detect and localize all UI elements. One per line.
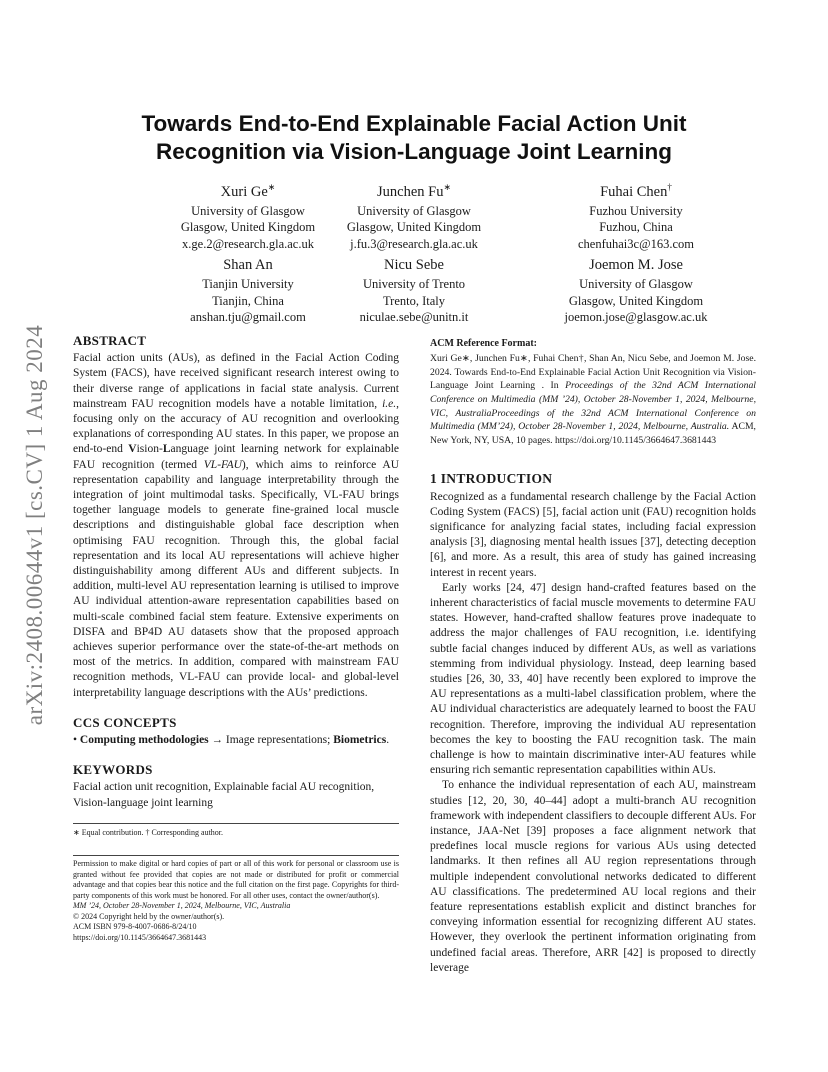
intro-heading: 1 INTRODUCTION: [430, 471, 553, 487]
arxiv-id: arXiv:2408.00644v1 [cs.CV] 1 Aug 2024: [22, 324, 47, 726]
paper-title: [100, 110, 728, 166]
author-block: [531, 178, 741, 252]
author-location: Tianjin, China: [212, 293, 284, 308]
author-affiliation: University of Glasgow: [357, 203, 471, 218]
author-email: x.ge.2@research.gla.ac.uk: [182, 236, 314, 251]
author-email: chenfuhai3c@163.com: [578, 236, 694, 251]
author-mark: †: [667, 182, 672, 192]
author-email: joemon.jose@glasgow.ac.uk: [564, 310, 708, 324]
author-location: Fuzhou, China: [599, 220, 673, 235]
right-column: [430, 336, 756, 976]
author-name: Joemon M. Jose: [589, 257, 683, 273]
author-affiliation: Fuzhou University: [589, 203, 683, 218]
author-location: Trento, Italy: [382, 293, 446, 308]
author-block: [531, 256, 741, 326]
author-email: anshan.tju@gmail.com: [190, 310, 306, 324]
author-mark: ∗: [267, 182, 276, 192]
permission-text: Permission to make digital or hard copies of part or all of this work for personal or classroom use is granted without fee provided that copies are not made or distributed for profit or commercial advantage and that copies bear this notice and the full citation on the first page. Copyrights for third-party components of this work must be honored. For all other uses, contact the owner/author(s).: [73, 859, 399, 900]
author-email: niculae.sebe@unitn.it: [359, 310, 469, 324]
intro-paragraph-2: Early works [24, 47] design hand-crafted features based on the inherent characteristics of facial muscle movements to determine FAU states. However, hand-crafted shallow features prove inadequate to address the major challenges of FAU recognition, i.e. identifying subtle facial changes induced by different AUs, as well as variations stemming from individual physiology. Instead, deep learning based studies [26, 30, 33, 40] have recently been explored to improve the AU representations as a multi-label classification problem, where the AU individual characteristics are adequately learned to boost the FAU recognition. Therefore, improving the individual AU representation becomes the key to boosting the FAU recognition task. The main challenge is how to maintain discriminative inter-AU features while ensuring rich semantic representation capabilities within AUs.: [430, 581, 756, 777]
ccs-text: • Computing methodologies → Image representations; Biometrics.: [73, 734, 390, 747]
author-block: [309, 256, 519, 326]
permission-venue: MM ’24, October 28-November 1, 2024, Melbourne, VIC, Australia: [73, 901, 291, 910]
ccs-heading: CCS CONCEPTS: [73, 714, 177, 730]
footnote-rule: [73, 823, 399, 824]
author-location: Glasgow, United Kingdom: [346, 220, 482, 235]
author-affiliation: Tianjin University: [202, 277, 294, 291]
author-name: Nicu Sebe: [384, 257, 444, 273]
intro-paragraph-1: Recognized as a fundamental research challenge by the Facial Action Coding System (FACS) [5], facial action unit (FAU) recognition holds significance for analyzing facial states, including facial expression analysis [3], diagnosing mental health issues [37], detecting deception [6], and more. As a result, this area of study has gained increasing interest in recent years.: [430, 490, 756, 579]
arxiv-stamp: [20, 290, 50, 760]
acm-ref-heading: ACM Reference Format:: [430, 338, 537, 349]
permission-doi: https://doi.org/10.1145/3664647.3681443: [73, 932, 207, 942]
abstract-text: Facial action units (AUs), as defined in the Facial Action Coding System (FACS), have received significant research interest owing to their diverse range of applications in facial state analysis. Current mainstream FAU recognition models have a notable limitation, i.e., focusing only on the accuracy of AU recognition and overlooking explanations of corresponding AU states. In this paper, we propose an end-to-end Vision-Language joint learning network for explainable FAU recognition (termed VL-FAU), which aims to reinforce AU representation capability and language interpretability through the integration of joint multimodal tasks. Specifically, VL-FAU brings together language models to generate fine-grained local muscle descriptions and distinguishable global face description when optimising FAU recognition. Through this, the global facial representation and its local AU representations will achieve higher distinguishability among different AUs and different subjects. In addition, multi-level AU representation learning is utilised to improve AU individual attention-aware representation capabilities based on multi-scale combined facial stem feature. Extensive experiments on DISFA and BP4D AU datasets show that the proposed approach achieves superior performance over the state-of-the-art methods on most of the metrics. In addition, compared with mainstream FAU recognition methods, VL-FAU can provide local- and global-level interpretability language descriptions with the AUs’ predictions.: [73, 352, 400, 699]
author-name: Junchen Fu: [376, 183, 444, 200]
author-block: [309, 178, 519, 252]
left-column: [73, 333, 399, 811]
intro-paragraph-3: To enhance the individual representation of each AU, mainstream studies [12, 20, 30, 40–44] adopt a multi-branch AU recognition framework with independent classifiers to decouple different AUs. For instance, JAA-Net [39] proposes a face alignment network that predefines local muscle regions for various AUs using detected landmarks. It then refines all AU region representations through multiple independent convolutional networks dedicated to different AU classifications. The predetermined AU local regions and their feature representations establish explicit and distinct branches for conveying information essential for recognizing different AU states. However, they overlook the pertinent information originating from undefined facial areas. Therefore, ARR [42] is proposed to directly leverage: [430, 779, 756, 974]
permission-rule: [73, 855, 399, 856]
author-affiliation: University of Trento: [362, 277, 466, 291]
title-line-2: Recognition via Vision-Language Joint Learning: [156, 139, 672, 164]
keywords-heading: KEYWORDS: [73, 762, 153, 778]
author-affiliation: University of Glasgow: [191, 203, 305, 218]
author-name: Fuhai Chen: [600, 183, 668, 200]
author-name: Xuri Ge: [220, 183, 268, 200]
author-affiliation: University of Glasgow: [579, 277, 693, 291]
author-email: j.fu.3@research.gla.ac.uk: [350, 236, 478, 251]
author-name: Shan An: [223, 257, 273, 273]
permission-copyright: © 2024 Copyright held by the owner/author(s).: [73, 911, 225, 921]
author-mark: ∗: [443, 182, 451, 192]
permission-isbn: ACM ISBN 979-8-4007-0686-8/24/10: [73, 922, 197, 931]
author-location: Glasgow, United Kingdom: [568, 293, 704, 308]
acm-ref-text: Xuri Ge∗, Junchen Fu∗, Fuhai Chen†, Shan An, Nicu Sebe, and Joemon M. Jose. 2024. Towards End-to-End Explainable Facial Action Unit Recognition via Vision-Language Joint Learning . In Proceedings of the 32nd ACM International Conference on Multimedia (MM ’24), October 28-November 1, 2024, Melbourne, VIC, AustraliaProceedings of the 32nd ACM International Conference on Multimedia (MM’24), October 28-November 1, 2024, Melbourne, Australia. ACM, New York, NY, USA, 10 pages. https://doi.org/10.1145/3664647.3681443: [430, 353, 756, 446]
abstract-heading: ABSTRACT: [73, 333, 147, 348]
author-location: Glasgow, United Kingdom: [180, 220, 316, 235]
permission-block: [73, 859, 399, 943]
footnote: ∗ Equal contribution. † Corresponding author.: [73, 828, 224, 837]
keywords-text: Facial action unit recognition, Explainable facial AU recognition, Vision-language joint learning: [73, 781, 375, 809]
title-line-1: Towards End-to-End Explainable Facial Action Unit: [141, 111, 687, 136]
